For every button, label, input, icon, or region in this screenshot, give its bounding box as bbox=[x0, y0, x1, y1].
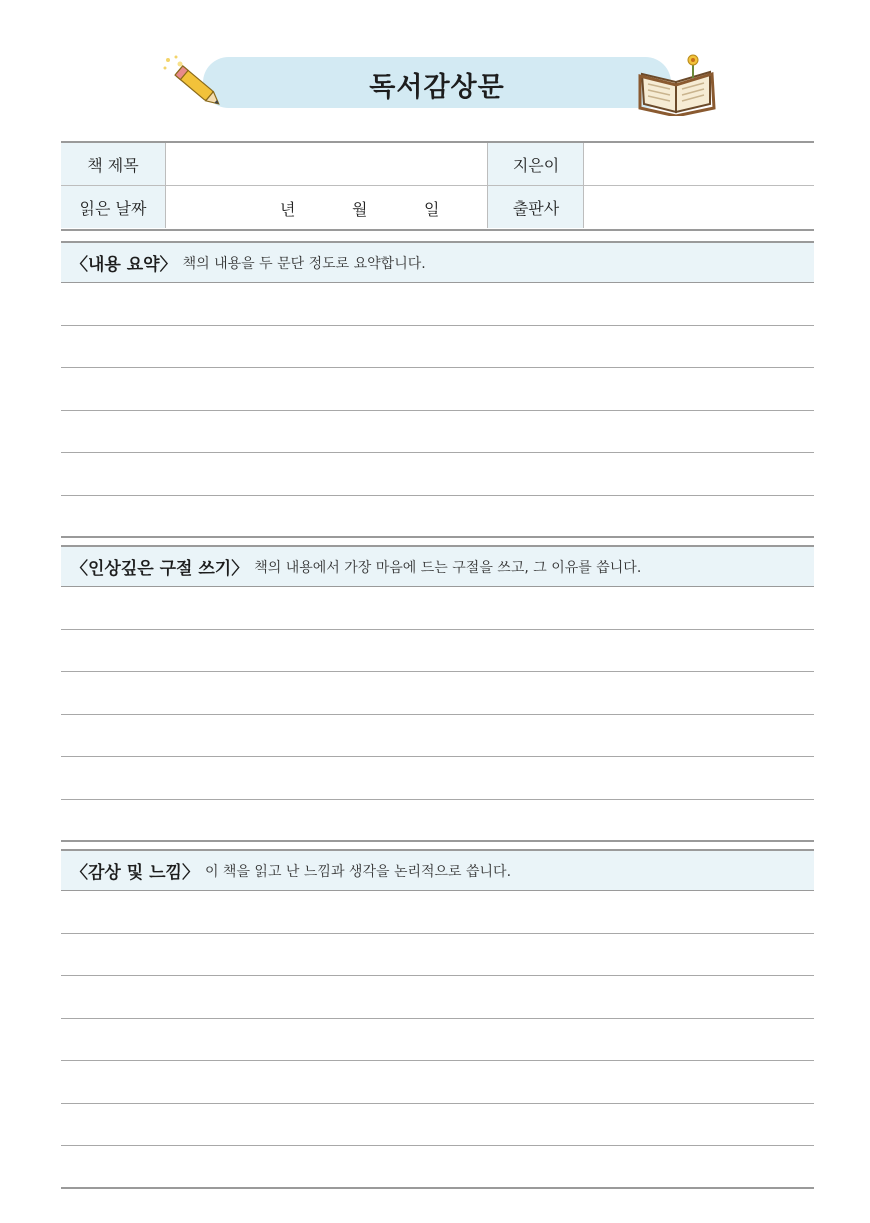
quote-header bbox=[61, 545, 814, 587]
book-info-table bbox=[61, 141, 814, 231]
writing-line[interactable] bbox=[61, 326, 814, 369]
writing-line[interactable] bbox=[61, 368, 814, 411]
publisher-field[interactable] bbox=[583, 186, 815, 228]
writing-line[interactable] bbox=[61, 411, 814, 454]
summary-title: 〈내용 요약〉 bbox=[71, 255, 177, 275]
writing-line[interactable] bbox=[61, 1146, 814, 1189]
page-title: 독서감상문 bbox=[369, 72, 505, 103]
book-title-label: 책 제목 bbox=[61, 143, 165, 185]
writing-line[interactable] bbox=[61, 934, 814, 977]
writing-line[interactable] bbox=[61, 1061, 814, 1104]
feeling-description: 이 책을 읽고 난 느낌과 생각을 논리적으로 씁니다. bbox=[204, 863, 512, 880]
summary-header bbox=[61, 241, 814, 283]
title-banner bbox=[203, 57, 671, 108]
writing-line[interactable] bbox=[61, 976, 814, 1019]
writing-line[interactable] bbox=[61, 453, 814, 496]
quote-title: 〈인상깊은 구절 쓰기〉 bbox=[71, 559, 249, 579]
writing-line[interactable] bbox=[61, 283, 814, 326]
feeling-header bbox=[61, 849, 814, 891]
month-unit: 월 bbox=[352, 200, 368, 219]
date-label: 읽은 날짜 bbox=[61, 186, 165, 228]
writing-line[interactable] bbox=[61, 800, 814, 843]
quote-section bbox=[61, 545, 814, 842]
feeling-title: 〈감상 및 느낌〉 bbox=[71, 863, 199, 883]
writing-line[interactable] bbox=[61, 715, 814, 758]
writing-line[interactable] bbox=[61, 1019, 814, 1062]
writing-line[interactable] bbox=[61, 587, 814, 630]
summary-section bbox=[61, 241, 814, 538]
info-row-title bbox=[61, 143, 814, 186]
info-row-date bbox=[61, 186, 814, 228]
writing-line[interactable] bbox=[61, 630, 814, 673]
pencil-icon bbox=[160, 54, 230, 112]
summary-description: 책의 내용을 두 문단 정도로 요약합니다. bbox=[182, 255, 426, 272]
writing-line[interactable] bbox=[61, 496, 814, 539]
year-unit: 년 bbox=[280, 200, 296, 219]
writing-line[interactable] bbox=[61, 1104, 814, 1147]
writing-line[interactable] bbox=[61, 891, 814, 934]
book-title-field[interactable] bbox=[165, 143, 488, 185]
quote-description: 책의 내용에서 가장 마음에 드는 구절을 쓰고, 그 이유를 씁니다. bbox=[254, 559, 642, 576]
feeling-section bbox=[61, 849, 814, 1189]
publisher-label: 출판사 bbox=[487, 186, 584, 228]
writing-line[interactable] bbox=[61, 757, 814, 800]
writing-line[interactable] bbox=[61, 672, 814, 715]
author-field[interactable] bbox=[583, 143, 815, 185]
day-unit: 일 bbox=[424, 200, 440, 219]
open-book-icon bbox=[638, 52, 716, 116]
date-field[interactable] bbox=[165, 186, 488, 228]
author-label: 지은이 bbox=[487, 143, 584, 185]
